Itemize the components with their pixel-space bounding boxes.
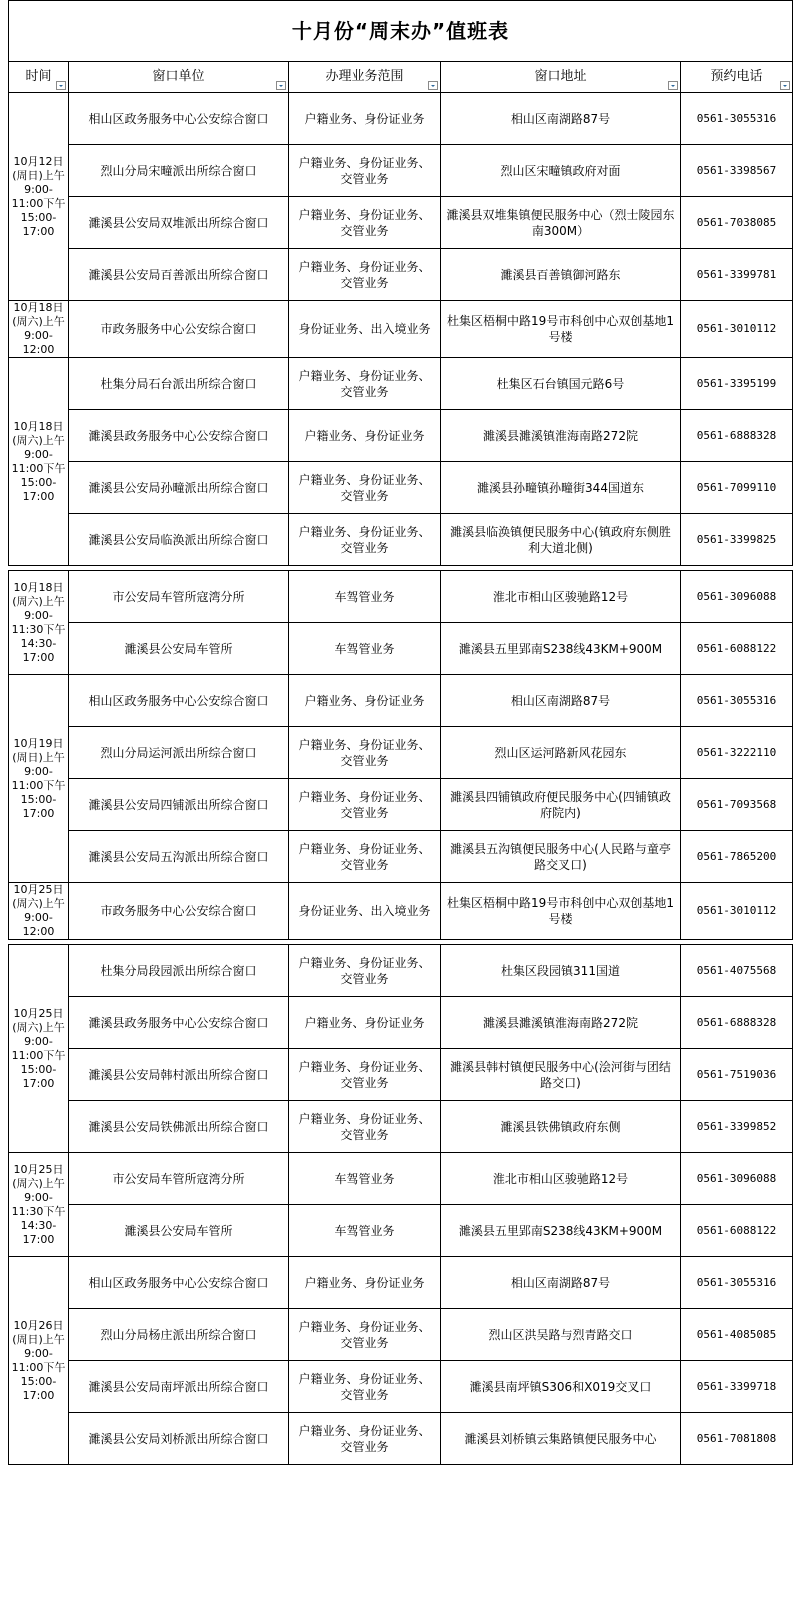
business-scope-cell: 户籍业务、身份证业务、交管业务	[289, 249, 441, 301]
header-time	[9, 62, 69, 93]
table-row	[9, 675, 793, 727]
window-address-cell: 烈山区宋疃镇政府对面	[441, 145, 681, 197]
window-address-cell: 相山区南湖路87号	[441, 1257, 681, 1309]
table-row	[9, 1153, 793, 1205]
window-unit-cell: 市政务服务中心公安综合窗口	[69, 883, 289, 940]
table-row	[9, 1309, 793, 1361]
table-row	[9, 1205, 793, 1257]
appointment-phone-cell: 0561-3010112	[681, 301, 793, 358]
time-slot-cell: 10月25日(周六)上午9:00-11:00下午15:00-17:00	[9, 945, 69, 1153]
window-unit-cell: 相山区政务服务中心公安综合窗口	[69, 675, 289, 727]
time-slot-cell: 10月19日(周日)上午9:00-11:00下午15:00-17:00	[9, 675, 69, 883]
window-unit-cell: 濉溪县公安局临涣派出所综合窗口	[69, 514, 289, 566]
table-row	[9, 831, 793, 883]
business-scope-cell: 户籍业务、身份证业务	[289, 1257, 441, 1309]
window-address-cell: 濉溪县百善镇御河路东	[441, 249, 681, 301]
appointment-phone-cell: 0561-3398567	[681, 145, 793, 197]
window-address-cell: 濉溪县濉溪镇淮海南路272院	[441, 997, 681, 1049]
window-address-cell: 杜集区石台镇国元路6号	[441, 358, 681, 410]
window-unit-cell: 市公安局车管所寇湾分所	[69, 571, 289, 623]
business-scope-cell: 身份证业务、出入境业务	[289, 301, 441, 358]
appointment-phone-cell: 0561-3222110	[681, 727, 793, 779]
table-row	[9, 462, 793, 514]
appointment-phone-cell: 0561-3399852	[681, 1101, 793, 1153]
table-row	[9, 571, 793, 623]
window-unit-cell: 濉溪县公安局孙疃派出所综合窗口	[69, 462, 289, 514]
window-unit-cell: 濉溪县公安局双堆派出所综合窗口	[69, 197, 289, 249]
time-slot-cell: 10月12日(周日)上午9:00-11:00下午15:00-17:00	[9, 93, 69, 301]
window-address-cell: 杜集区段园镇311国道	[441, 945, 681, 997]
window-unit-cell: 杜集分局段园派出所综合窗口	[69, 945, 289, 997]
business-scope-cell: 车驾管业务	[289, 1205, 441, 1257]
business-scope-cell: 户籍业务、身份证业务、交管业务	[289, 1309, 441, 1361]
window-unit-cell: 濉溪县政务服务中心公安综合窗口	[69, 997, 289, 1049]
window-address-cell: 濉溪县刘桥镇云集路镇便民服务中心	[441, 1413, 681, 1465]
business-scope-cell: 车驾管业务	[289, 623, 441, 675]
table-row	[9, 727, 793, 779]
appointment-phone-cell: 0561-4075568	[681, 945, 793, 997]
duty-roster-sheet	[8, 0, 792, 1465]
title-row	[9, 1, 793, 62]
table-row	[9, 358, 793, 410]
table-row	[9, 514, 793, 566]
business-scope-cell: 身份证业务、出入境业务	[289, 883, 441, 940]
business-scope-cell: 户籍业务、身份证业务、交管业务	[289, 1101, 441, 1153]
business-scope-cell: 户籍业务、身份证业务、交管业务	[289, 1413, 441, 1465]
table-row	[9, 1049, 793, 1101]
business-scope-cell: 户籍业务、身份证业务	[289, 410, 441, 462]
header-label: 窗口单位	[152, 69, 205, 84]
window-address-cell: 濉溪县五里郢南S238线43KM+900M	[441, 623, 681, 675]
table-row	[9, 1101, 793, 1153]
table-row	[9, 945, 793, 997]
time-slot-cell: 10月18日(周六)上午9:00-11:30下午14:30-17:00	[9, 571, 69, 675]
business-scope-cell: 户籍业务、身份证业务、交管业务	[289, 462, 441, 514]
business-scope-cell: 户籍业务、身份证业务	[289, 93, 441, 145]
window-address-cell: 杜集区梧桐中路19号市科创中心双创基地1号楼	[441, 883, 681, 940]
appointment-phone-cell: 0561-3055316	[681, 1257, 793, 1309]
header-unit	[69, 62, 289, 93]
business-scope-cell: 户籍业务、身份证业务、交管业务	[289, 945, 441, 997]
time-slot-cell: 10月25日(周六)上午9:00-11:30下午14:30-17:00	[9, 1153, 69, 1257]
business-scope-cell: 户籍业务、身份证业务、交管业务	[289, 779, 441, 831]
business-scope-cell: 户籍业务、身份证业务、交管业务	[289, 831, 441, 883]
window-unit-cell: 濉溪县公安局车管所	[69, 1205, 289, 1257]
window-unit-cell: 濉溪县公安局百善派出所综合窗口	[69, 249, 289, 301]
header-label: 时间	[25, 69, 52, 84]
table-row	[9, 93, 793, 145]
business-scope-cell: 户籍业务、身份证业务、交管业务	[289, 358, 441, 410]
window-unit-cell: 濉溪县政务服务中心公安综合窗口	[69, 410, 289, 462]
window-address-cell: 濉溪县濉溪镇淮海南路272院	[441, 410, 681, 462]
time-slot-cell: 10月25日(周六)上午9:00-12:00	[9, 883, 69, 940]
table-row	[9, 197, 793, 249]
table-row	[9, 410, 793, 462]
appointment-phone-cell: 0561-7519036	[681, 1049, 793, 1101]
appointment-phone-cell: 0561-6088122	[681, 623, 793, 675]
window-unit-cell: 濉溪县公安局四铺派出所综合窗口	[69, 779, 289, 831]
appointment-phone-cell: 0561-3010112	[681, 883, 793, 940]
filter-dropdown-icon[interactable]	[56, 81, 66, 90]
appointment-phone-cell: 0561-3399781	[681, 249, 793, 301]
appointment-phone-cell: 0561-3096088	[681, 571, 793, 623]
business-scope-cell: 户籍业务、身份证业务、交管业务	[289, 145, 441, 197]
business-scope-cell: 户籍业务、身份证业务、交管业务	[289, 514, 441, 566]
appointment-phone-cell: 0561-3399825	[681, 514, 793, 566]
header-label: 办理业务范围	[325, 69, 404, 84]
window-unit-cell: 烈山分局运河派出所综合窗口	[69, 727, 289, 779]
header-address	[441, 62, 681, 93]
table-title: 十月份“周末办”值班表	[9, 1, 793, 62]
appointment-phone-cell: 0561-3395199	[681, 358, 793, 410]
window-address-cell: 濉溪县铁佛镇政府东侧	[441, 1101, 681, 1153]
table-row	[9, 779, 793, 831]
filter-dropdown-icon[interactable]	[276, 81, 286, 90]
window-address-cell: 烈山区运河路新风花园东	[441, 727, 681, 779]
header-row	[9, 62, 793, 93]
window-unit-cell: 烈山分局杨庄派出所综合窗口	[69, 1309, 289, 1361]
table-row	[9, 997, 793, 1049]
header-label: 预约电话	[710, 69, 763, 84]
appointment-phone-cell: 0561-6888328	[681, 410, 793, 462]
appointment-phone-cell: 0561-3399718	[681, 1361, 793, 1413]
filter-dropdown-icon[interactable]	[668, 81, 678, 90]
business-scope-cell: 户籍业务、身份证业务	[289, 997, 441, 1049]
window-address-cell: 淮北市相山区骏驰路12号	[441, 571, 681, 623]
table-row	[9, 249, 793, 301]
business-scope-cell: 户籍业务、身份证业务、交管业务	[289, 1361, 441, 1413]
business-scope-cell: 户籍业务、身份证业务、交管业务	[289, 197, 441, 249]
business-scope-cell: 户籍业务、身份证业务	[289, 675, 441, 727]
window-unit-cell: 濉溪县公安局铁佛派出所综合窗口	[69, 1101, 289, 1153]
business-scope-cell: 车驾管业务	[289, 571, 441, 623]
appointment-phone-cell: 0561-4085085	[681, 1309, 793, 1361]
window-address-cell: 濉溪县五沟镇便民服务中心(人民路与童亭路交叉口)	[441, 831, 681, 883]
table-row	[9, 623, 793, 675]
appointment-phone-cell: 0561-7865200	[681, 831, 793, 883]
appointment-phone-cell: 0561-3096088	[681, 1153, 793, 1205]
window-address-cell: 淮北市相山区骏驰路12号	[441, 1153, 681, 1205]
appointment-phone-cell: 0561-3055316	[681, 93, 793, 145]
time-slot-cell: 10月18日(周六)上午9:00-12:00	[9, 301, 69, 358]
table-row	[9, 883, 793, 940]
window-unit-cell: 相山区政务服务中心公安综合窗口	[69, 93, 289, 145]
appointment-phone-cell: 0561-7093568	[681, 779, 793, 831]
window-address-cell: 濉溪县孙疃镇孙疃街344国道东	[441, 462, 681, 514]
table-row	[9, 1413, 793, 1465]
window-address-cell: 濉溪县南坪镇S306和X019交叉口	[441, 1361, 681, 1413]
appointment-phone-cell: 0561-3055316	[681, 675, 793, 727]
filter-dropdown-icon[interactable]	[428, 81, 438, 90]
window-unit-cell: 濉溪县公安局车管所	[69, 623, 289, 675]
window-address-cell: 濉溪县双堆集镇便民服务中心（烈士陵园东南300M）	[441, 197, 681, 249]
window-unit-cell: 濉溪县公安局南坪派出所综合窗口	[69, 1361, 289, 1413]
appointment-phone-cell: 0561-7099110	[681, 462, 793, 514]
window-unit-cell: 烈山分局宋疃派出所综合窗口	[69, 145, 289, 197]
window-unit-cell: 市政务服务中心公安综合窗口	[69, 301, 289, 358]
window-address-cell: 濉溪县四铺镇政府便民服务中心(四铺镇政府院内)	[441, 779, 681, 831]
table-row	[9, 1257, 793, 1309]
table-row	[9, 301, 793, 358]
window-address-cell: 濉溪县韩村镇便民服务中心(浍河街与团结路交口)	[441, 1049, 681, 1101]
business-scope-cell: 户籍业务、身份证业务、交管业务	[289, 1049, 441, 1101]
window-unit-cell: 濉溪县公安局五沟派出所综合窗口	[69, 831, 289, 883]
window-address-cell: 相山区南湖路87号	[441, 93, 681, 145]
window-unit-cell: 濉溪县公安局韩村派出所综合窗口	[69, 1049, 289, 1101]
table-row	[9, 1361, 793, 1413]
window-address-cell: 相山区南湖路87号	[441, 675, 681, 727]
window-unit-cell: 濉溪县公安局刘桥派出所综合窗口	[69, 1413, 289, 1465]
time-slot-cell: 10月26日(周日)上午9:00-11:00下午15:00-17:00	[9, 1257, 69, 1465]
header-label: 窗口地址	[534, 69, 587, 84]
window-address-cell: 杜集区梧桐中路19号市科创中心双创基地1号楼	[441, 301, 681, 358]
appointment-phone-cell: 0561-6088122	[681, 1205, 793, 1257]
business-scope-cell: 户籍业务、身份证业务、交管业务	[289, 727, 441, 779]
window-unit-cell: 相山区政务服务中心公安综合窗口	[69, 1257, 289, 1309]
appointment-phone-cell: 0561-7081808	[681, 1413, 793, 1465]
header-scope	[289, 62, 441, 93]
appointment-phone-cell: 0561-6888328	[681, 997, 793, 1049]
duty-roster-table	[8, 0, 793, 1465]
table-row	[9, 145, 793, 197]
window-unit-cell: 杜集分局石台派出所综合窗口	[69, 358, 289, 410]
window-unit-cell: 市公安局车管所寇湾分所	[69, 1153, 289, 1205]
window-address-cell: 濉溪县临涣镇便民服务中心(镇政府东侧胜利大道北侧)	[441, 514, 681, 566]
window-address-cell: 濉溪县五里郢南S238线43KM+900M	[441, 1205, 681, 1257]
business-scope-cell: 车驾管业务	[289, 1153, 441, 1205]
appointment-phone-cell: 0561-7038085	[681, 197, 793, 249]
filter-dropdown-icon[interactable]	[780, 81, 790, 90]
header-phone	[681, 62, 793, 93]
time-slot-cell: 10月18日(周六)上午9:00-11:00下午15:00-17:00	[9, 358, 69, 566]
window-address-cell: 烈山区洪吴路与烈青路交口	[441, 1309, 681, 1361]
